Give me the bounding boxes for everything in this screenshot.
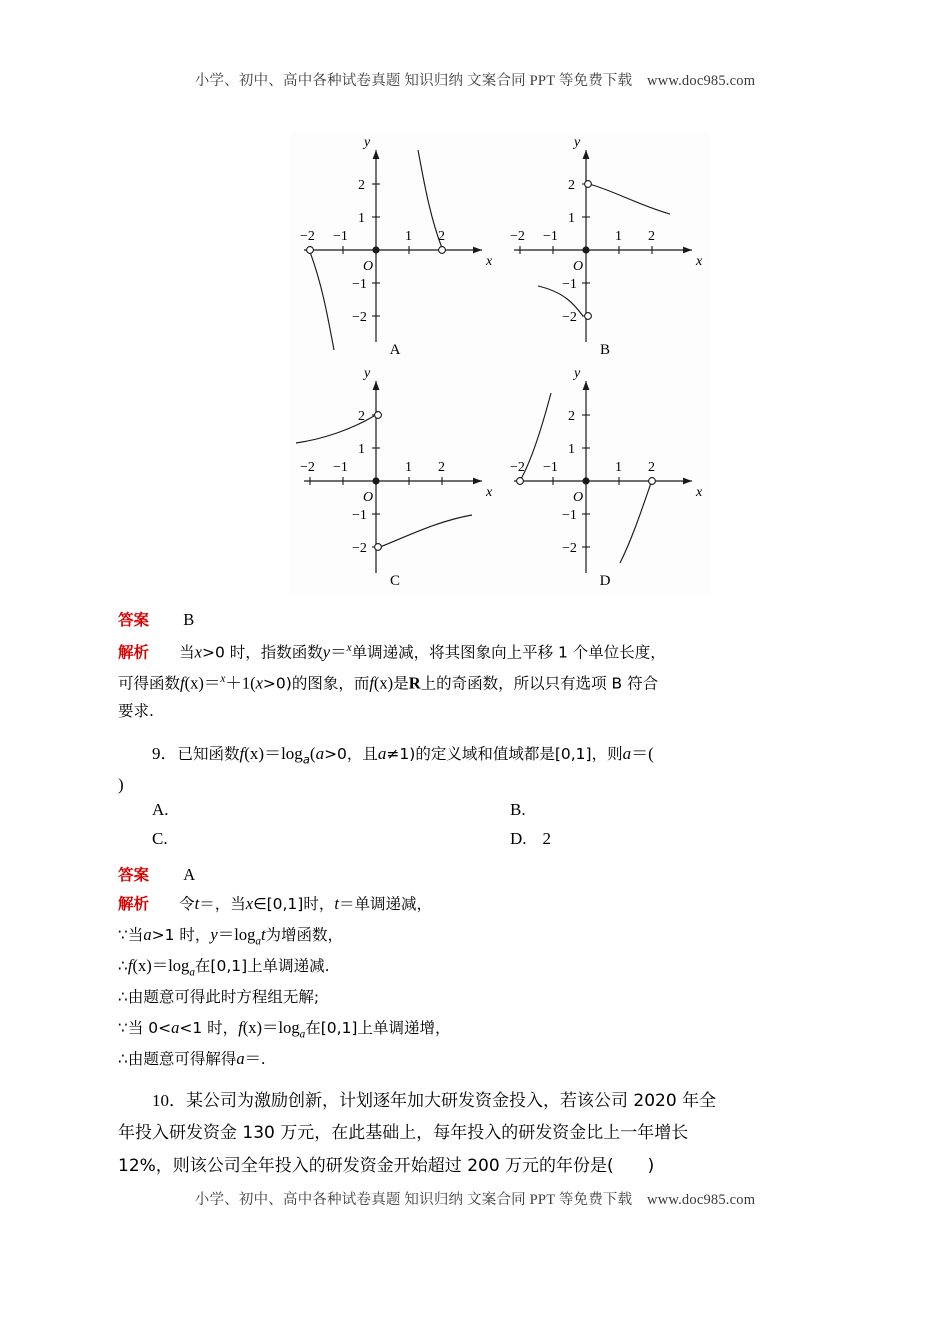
q9-an3-log-base: a (189, 966, 195, 979)
q9-stem-a3: a (622, 744, 632, 763)
graph-b-svg (500, 132, 710, 363)
q9-option-d[interactable] (510, 829, 551, 849)
q9-an5-log: log (278, 1018, 300, 1037)
q8-an2-fx2: (x) (373, 673, 394, 693)
graph-c-svg (290, 363, 500, 594)
q9-stem-log: log (281, 744, 303, 763)
svg-text:−1: −1 (352, 277, 367, 292)
svg-text:2: 2 (648, 460, 655, 475)
q9-number: 9． (152, 744, 178, 763)
q9-an3-log: log (168, 956, 190, 975)
svg-text:O: O (573, 259, 584, 274)
q9-an5-t3: 在[0,1]上单调递增， (305, 1019, 451, 1037)
svg-text:2: 2 (438, 229, 445, 244)
figure-label-d: D (599, 573, 611, 589)
svg-text:−1: −1 (333, 229, 348, 244)
q9-an1-t3: ∈[0,1]时， (253, 895, 335, 913)
svg-text:−1: −1 (562, 508, 577, 523)
svg-text:−1: −1 (543, 229, 558, 244)
q9-stem-eq: ＝ (264, 744, 282, 763)
q9-an2-t1: 当 (127, 926, 144, 944)
q9-answer-value: A (183, 865, 196, 884)
svg-text:2: 2 (568, 409, 575, 424)
q9-an6-a: a (236, 1049, 245, 1068)
q9-option-a[interactable] (152, 800, 185, 819)
q8-an1-exponent: x (346, 642, 352, 654)
q9-an5-fx: (x) (242, 1018, 263, 1037)
q9-option-row-1 (152, 800, 842, 820)
q10-number: 10． (152, 1091, 186, 1110)
q9-an2-eq: ＝ (217, 925, 235, 944)
svg-text:1: 1 (568, 211, 575, 226)
q9-stem-t2: ( (309, 744, 316, 763)
q9-an5-log-base: a (299, 1028, 306, 1041)
q9-an2-because: ∵ (118, 926, 128, 944)
svg-text:−2: −2 (562, 310, 577, 325)
q9-an1-t2: ＝，当 (199, 895, 246, 913)
q9-option-c[interactable] (152, 829, 184, 848)
q8-an2-t4: 是 (393, 674, 409, 693)
q9-an6-t1: 由题意可得解得 (127, 1050, 237, 1068)
q9-option-c-key: C. (152, 829, 168, 848)
q9-an1-t-var2: t (334, 894, 339, 913)
q9-stem-close-paren: ) (118, 775, 124, 794)
q9-stem-t1: 已知函数 (177, 745, 240, 763)
q8-answer-line (118, 605, 834, 635)
q9-an5-t2: <1 时， (179, 1019, 239, 1037)
q8-an1-t1: 当 (179, 643, 195, 662)
q8-answer-tag: 答案 (118, 611, 150, 629)
q8-analysis-tag: 解析 (118, 643, 150, 662)
q9-an2-t2: >1 时， (151, 926, 211, 944)
q9-option-b-key: B. (510, 800, 526, 819)
q9-an1-t1: 令 (179, 895, 195, 913)
q9-stem-t3: >0，且 (324, 745, 378, 763)
graph-d-svg (500, 363, 710, 594)
q8-an2-t1: 可得函数 (118, 674, 181, 693)
q9-option-row-2 (152, 829, 842, 849)
svg-text:1: 1 (568, 442, 575, 457)
svg-text:1: 1 (615, 229, 622, 244)
svg-text:2: 2 (568, 178, 575, 193)
svg-text:2: 2 (358, 409, 365, 424)
figure-options-block (290, 132, 710, 594)
figure-label-c: C (389, 573, 400, 589)
q10-line-1-text: 某公司为激励创新，计划逐年加大研发资金投入，若该公司 2020 年全 (186, 1091, 717, 1111)
svg-text:1: 1 (358, 442, 365, 457)
q8-answer-value: B (183, 610, 195, 629)
q9-an2-t3: 为增函数， (265, 926, 344, 944)
q9-an4-therefore: ∴ (118, 988, 128, 1006)
q8-an1-var-y: y (322, 642, 331, 662)
q9-an5-because: ∵ (118, 1019, 128, 1037)
q10-stem-line-2 (118, 1118, 834, 1149)
q8-an2-t2: ＋1( (225, 673, 256, 693)
q9-answer-tag: 答案 (118, 866, 150, 884)
q8-analysis-line-1 (118, 634, 834, 668)
q8-an2-set-R: R (408, 673, 421, 693)
svg-text:x: x (486, 254, 493, 269)
q9-option-d-key: D. (510, 829, 527, 848)
svg-text:y: y (364, 366, 371, 381)
figure-label-a: A (389, 342, 401, 358)
q9-an3-eq: ＝ (151, 956, 169, 975)
q9-an3-therefore: ∴ (118, 957, 128, 975)
svg-text:−1: −1 (562, 277, 577, 292)
figure-option-d (500, 363, 710, 594)
q9-an2-a: a (143, 925, 152, 944)
q9-an3-t1: 在[0,1]上单调递减. (194, 957, 330, 975)
q9-an2-y: y (210, 925, 218, 944)
figure-option-a (290, 132, 500, 363)
figure-option-c (290, 363, 500, 594)
q9-an1-t-var: t (194, 894, 200, 913)
svg-text:−1: −1 (543, 460, 558, 475)
svg-text:y: y (364, 135, 371, 150)
q9-stem-log-base: a (302, 752, 310, 767)
q8-analysis-line-2 (118, 665, 834, 699)
q9-answer-line (118, 860, 834, 890)
svg-text:−2: −2 (352, 310, 367, 325)
q8-an2-t5: 上的奇函数，所以只有选项 B 符合 (420, 674, 659, 693)
q9-stem-a: a (315, 744, 325, 763)
svg-text:−2: −2 (352, 541, 367, 556)
q9-option-b[interactable] (510, 800, 542, 820)
svg-text:1: 1 (405, 229, 412, 244)
q9-analysis-line-1 (118, 889, 834, 919)
svg-text:O: O (573, 490, 584, 505)
q9-option-a-key: A. (152, 800, 169, 819)
svg-text:O: O (363, 259, 374, 274)
svg-text:−1: −1 (352, 508, 367, 523)
q8-an2-exponent: x (220, 673, 226, 685)
q9-stem-line-2 (118, 769, 834, 801)
q9-stem-t5: ＝( (631, 744, 654, 763)
q8-an1-t3: 单调递减，将其图象向上平移 1 个单位长度， (351, 643, 666, 662)
svg-text:1: 1 (615, 460, 622, 475)
q9-stem-fx: (x) (244, 744, 265, 763)
q8-an1-eq: ＝ (330, 642, 347, 662)
q9-an3-f: f (127, 956, 133, 975)
svg-text:y: y (574, 135, 581, 150)
q9-an1-x-var: x (245, 894, 254, 913)
q9-an6-t2: ＝. (244, 1049, 266, 1068)
svg-text:2: 2 (648, 229, 655, 244)
q9-stem-a2: a (377, 744, 387, 763)
q9-an4-t1: 由题意可得此时方程组无解; (127, 988, 320, 1006)
svg-text:x: x (486, 485, 493, 500)
q9-stem-f: f (239, 744, 245, 763)
q8-an1-var-x: x (194, 642, 202, 662)
svg-text:−2: −2 (300, 229, 315, 244)
svg-text:1: 1 (358, 211, 365, 226)
figure-option-b (500, 132, 710, 363)
q10-line-3-text: 12%，则该公司全年投入的研发资金开始超过 200 万元的年份是( ) (118, 1156, 655, 1176)
q10-line-2-text: 年投入研发资金 130 万元，在此基础上，每年投入的研发资金比上一年增长 (118, 1123, 689, 1143)
q9-an1-t4: ＝单调递减， (338, 895, 432, 913)
q9-an2-log: log (234, 925, 256, 944)
q8-an1-t2: >0 时，指数函数 (201, 643, 323, 662)
q9-an2-log-base: a (255, 935, 261, 948)
q9-an5-f: f (238, 1018, 243, 1037)
q8-an2-f: f (180, 673, 185, 693)
q9-an5-a: a (171, 1018, 180, 1037)
q9-analysis-tag: 解析 (118, 895, 150, 913)
svg-text:2: 2 (438, 460, 445, 475)
q9-an3-fx: (x) (132, 956, 152, 975)
q8-an2-fx: (x) (184, 673, 204, 693)
q10-stem-line-3 (118, 1151, 834, 1182)
q9-analysis-line-6 (118, 1044, 834, 1074)
q9-option-d-value: 2 (542, 829, 552, 848)
q8-an2-f2: f (369, 673, 374, 693)
running-header: 小学、初中、高中各种试卷真题 知识归纳 文案合同 PPT 等免费下载 www.doc985.com (194, 73, 756, 89)
q8-an2-eq: ＝ (203, 673, 221, 693)
figure-label-b: B (599, 342, 610, 358)
svg-text:x: x (696, 254, 703, 269)
q8-analysis-line-3 (118, 696, 834, 726)
q9-an5-eq: ＝ (262, 1018, 279, 1037)
svg-text:2: 2 (358, 178, 365, 193)
q9-an5-t1: 当 0< (127, 1019, 172, 1037)
svg-text:−1: −1 (333, 460, 348, 475)
svg-text:1: 1 (405, 460, 412, 475)
svg-text:−2: −2 (510, 229, 525, 244)
svg-text:y: y (574, 366, 581, 381)
q9-an2-t-var: t (260, 925, 266, 944)
q8-an3-text: 要求. (118, 702, 154, 720)
running-footer: 小学、初中、高中各种试卷真题 知识归纳 文案合同 PPT 等免费下载 www.doc985.com (194, 1192, 756, 1208)
q8-an2-t3: >0)的图象，而 (262, 674, 370, 693)
q9-analysis-line-4 (118, 982, 834, 1012)
svg-text:−2: −2 (562, 541, 577, 556)
q9-stem-t4: ≠1)的定义域和值域都是[0,1]，则 (386, 745, 623, 763)
q9-an6-therefore: ∴ (118, 1050, 128, 1068)
graph-a-svg (290, 132, 500, 363)
svg-text:−2: −2 (510, 460, 525, 475)
q10-stem-line-1 (118, 1085, 834, 1117)
svg-text:x: x (696, 485, 703, 500)
svg-text:−2: −2 (300, 460, 315, 475)
svg-text:O: O (363, 490, 374, 505)
q8-an2-var-x: x (255, 673, 263, 693)
